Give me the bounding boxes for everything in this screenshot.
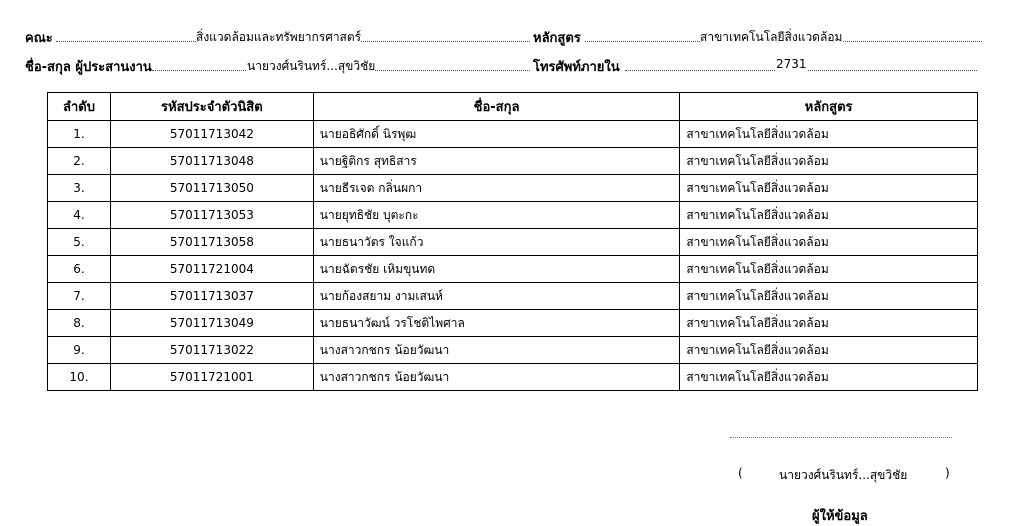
cell-program: สาขาเทคโนโลยีสิ่งแวดล้อม [680, 337, 978, 364]
cell-no: 3. [48, 175, 111, 202]
signature-open-paren: ( [738, 466, 743, 480]
table-header-row [48, 93, 978, 121]
header-student-id: รหัสประจำตัวนิสิต [110, 93, 313, 121]
cell-program: สาขาเทคโนโลยีสิ่งแวดล้อม [680, 121, 978, 148]
cell-student-id: 57011713037 [110, 283, 313, 310]
table-row [48, 337, 978, 364]
cell-no: 5. [48, 229, 111, 256]
table-row [48, 202, 978, 229]
header-name: ชื่อ-สกุล [313, 93, 680, 121]
cell-program: สาขาเทคโนโลยีสิ่งแวดล้อม [680, 148, 978, 175]
cell-no: 10. [48, 364, 111, 391]
table-row [48, 148, 978, 175]
header-no: ลำดับ [48, 93, 111, 121]
cell-name: นายฉัตรชัย เหิมขุนทด [313, 256, 680, 283]
faculty-label: คณะ [25, 31, 53, 46]
phone-label: โทรศัพท์ภายใน [533, 60, 620, 75]
cell-name: นายธีรเจต กลิ่นผกา [313, 175, 680, 202]
signature-role: ผู้ให้ข้อมูล [812, 509, 868, 524]
cell-program: สาขาเทคโนโลยีสิ่งแวดล้อม [680, 202, 978, 229]
cell-no: 8. [48, 310, 111, 337]
table-row [48, 283, 978, 310]
cell-no: 6. [48, 256, 111, 283]
program-label: หลักสูตร [533, 31, 581, 46]
cell-name: นางสาวกชกร น้อยวัฒนา [313, 337, 680, 364]
cell-program: สาขาเทคโนโลยีสิ่งแวดล้อม [680, 229, 978, 256]
cell-program: สาขาเทคโนโลยีสิ่งแวดล้อม [680, 310, 978, 337]
cell-name: นายธนาวัฒน์ วรโชติไพศาล [313, 310, 680, 337]
student-table [47, 92, 978, 391]
cell-no: 7. [48, 283, 111, 310]
program-value: สาขาเทคโนโลยีสิ่งแวดล้อม [700, 28, 842, 47]
cell-student-id: 57011713022 [110, 337, 313, 364]
cell-student-id: 57011713042 [110, 121, 313, 148]
header-program: หลักสูตร [680, 93, 978, 121]
table-row [48, 310, 978, 337]
cell-name: นายยุทธิชัย บุตะกะ [313, 202, 680, 229]
cell-student-id: 57011721001 [110, 364, 313, 391]
table-row [48, 121, 978, 148]
faculty-value: สิ่งแวดล้อมและทรัพยากรศาสตร์ [196, 28, 361, 47]
cell-no: 1. [48, 121, 111, 148]
signature-dotted-line [730, 437, 952, 438]
cell-student-id: 57011713049 [110, 310, 313, 337]
cell-no: 9. [48, 337, 111, 364]
cell-name: นายฐิติกร สุทธิสาร [313, 148, 680, 175]
cell-program: สาขาเทคโนโลยีสิ่งแวดล้อม [680, 283, 978, 310]
cell-program: สาขาเทคโนโลยีสิ่งแวดล้อม [680, 364, 978, 391]
cell-program: สาขาเทคโนโลยีสิ่งแวดล้อม [680, 256, 978, 283]
signature-close-paren: ) [945, 466, 950, 480]
coordinator-label: ชื่อ-สกุล ผู้ประสานงาน [25, 60, 152, 75]
cell-student-id: 57011721004 [110, 256, 313, 283]
cell-student-id: 57011713058 [110, 229, 313, 256]
cell-student-id: 57011713048 [110, 148, 313, 175]
cell-name: นายก้องสยาม งามเสนห์ [313, 283, 680, 310]
cell-program: สาขาเทคโนโลยีสิ่งแวดล้อม [680, 175, 978, 202]
table-row [48, 229, 978, 256]
table-row [48, 175, 978, 202]
cell-name: นายอธิศักดิ์ นิรพุฒ [313, 121, 680, 148]
cell-name: นายธนาวัตร ใจแก้ว [313, 229, 680, 256]
cell-name: นางสาวกชกร น้อยวัฒนา [313, 364, 680, 391]
signature-name: นายวงศ์นรินทร์...สุขวิชัย [779, 468, 908, 482]
coordinator-value: นายวงศ์นรินทร์...สุขวิชัย [247, 57, 375, 76]
cell-no: 2. [48, 148, 111, 175]
cell-no: 4. [48, 202, 111, 229]
phone-value: 2731 [776, 57, 807, 71]
table-row [48, 256, 978, 283]
cell-student-id: 57011713053 [110, 202, 313, 229]
cell-student-id: 57011713050 [110, 175, 313, 202]
table-row [48, 364, 978, 391]
